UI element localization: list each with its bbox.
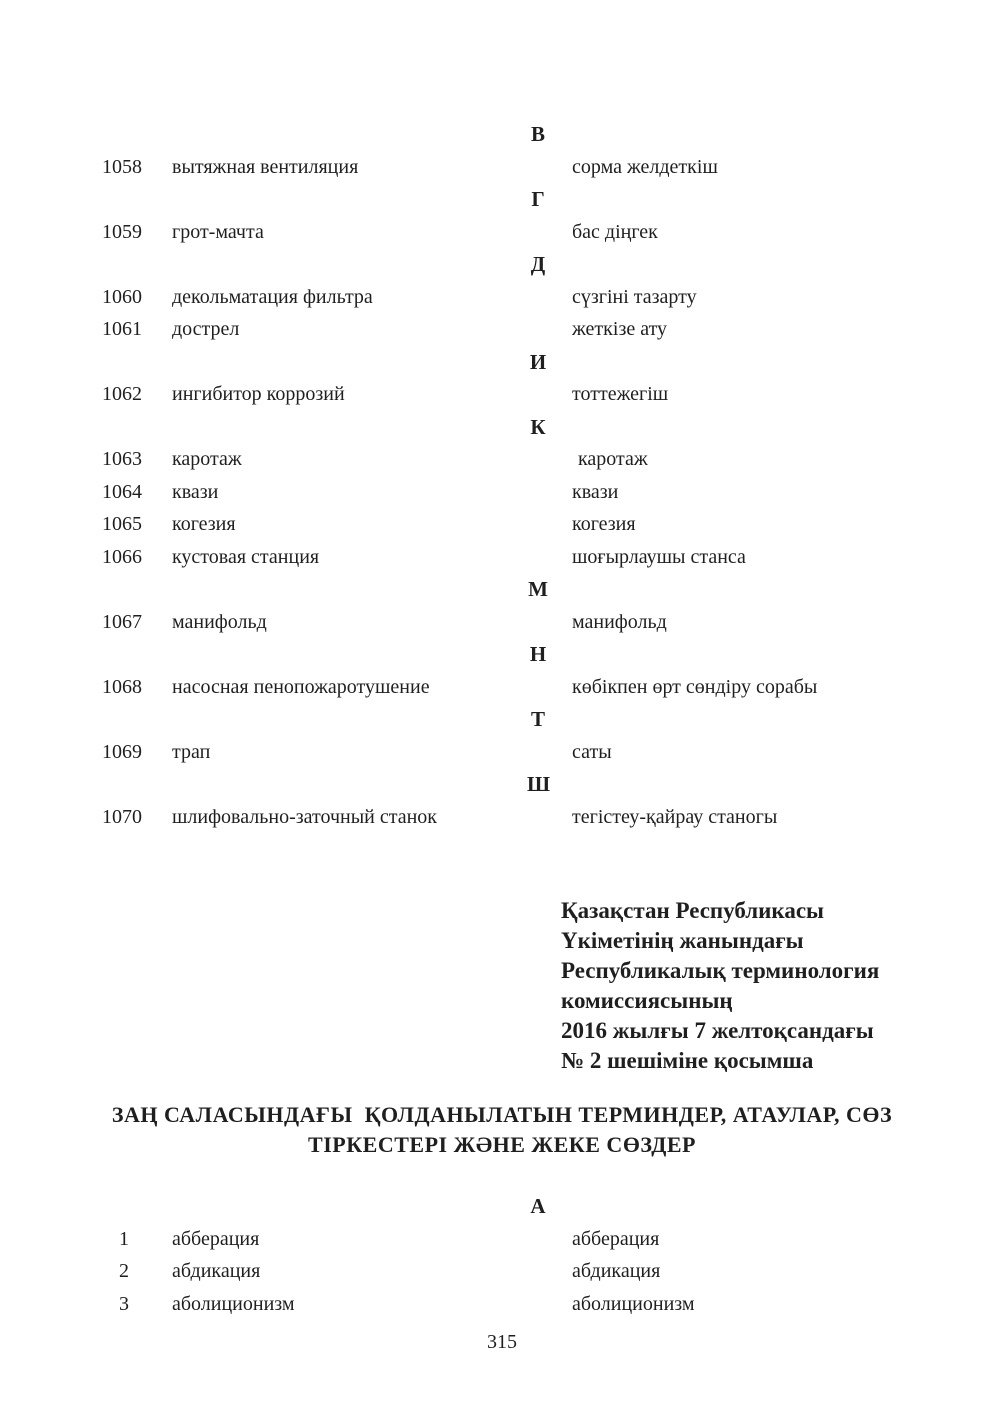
letter-heading: М [528,577,548,601]
term-russian: декольматация фильтра [172,285,373,308]
term-row [0,281,1004,314]
term-kazakh: сорма желдеткіш [572,155,718,178]
term-row [0,606,1004,639]
term-russian: кустовая станция [172,545,320,568]
term-row [0,541,1004,574]
term-number: 1060 [102,285,142,308]
term-kazakh: квази [572,480,619,503]
term-kazakh: аболиционизм [572,1292,695,1315]
term-row [0,671,1004,704]
appendix-line: 2016 жылғы 7 желтоқсандағы [561,1018,874,1043]
term-kazakh: бас діңгек [572,220,658,243]
term-row [0,736,1004,769]
term-row [0,1288,1004,1321]
letter-heading: Т [530,707,545,731]
term-number: 1064 [102,480,142,503]
title-line: ТІРКЕСТЕРІ ЖӘНЕ ЖЕКЕ СӨЗДЕР [308,1132,696,1157]
term-russian: когезия [172,513,236,535]
term-number: 2 [119,1260,129,1282]
appendix-line: Қазақстан Республикасы [561,898,825,923]
term-russian: насосная пенопожаротушение [172,675,430,698]
term-number: 1070 [102,805,142,828]
appendix-note [561,896,879,1076]
letter-heading: И [529,349,547,374]
term-russian: шлифовально-заточный станок [172,805,438,828]
letter-heading: В [530,122,545,146]
term-kazakh: жеткізе ату [572,318,668,340]
term-kazakh: шоғырлаушы станса [572,545,746,568]
term-row [0,443,1004,476]
term-number: 1 [119,1227,129,1250]
title-line: ЗАҢ САЛАСЫНДАҒЫ ҚОЛДАНЫЛАТЫН ТЕРМИНДЕР, АТАУЛАР, СӨЗ [111,1102,893,1127]
letter-heading: К [530,414,546,439]
glossary-section-oil-gas [0,118,1004,833]
term-number: 1067 [102,610,142,633]
term-russian: абдикация [172,1260,261,1282]
term-number: 1058 [102,155,142,178]
term-russian: дострел [172,318,240,340]
letter-heading: Н [529,642,547,666]
page-number: 315 [487,1331,517,1353]
term-number: 3 [119,1292,129,1315]
letter-heading: Д [530,252,546,276]
letter-heading: Ш [527,772,551,796]
term-number: 1065 [102,513,142,535]
term-kazakh: каротаж [578,448,648,470]
term-russian: ингибитор коррозий [172,383,345,405]
term-kazakh: тегістеу-қайрау станогы [572,805,778,828]
term-number: 1069 [102,740,142,763]
term-row [0,1255,1004,1288]
term-row [0,216,1004,249]
term-number: 1061 [102,318,142,340]
term-russian: абберация [172,1227,260,1250]
term-kazakh: манифольд [572,610,667,633]
term-row [0,476,1004,509]
term-row [0,151,1004,184]
letter-heading: А [530,1194,546,1218]
term-russian: трап [172,740,211,763]
term-number: 1059 [102,220,142,243]
term-russian: аболиционизм [172,1292,295,1315]
term-russian: каротаж [172,448,242,470]
appendix-line: Республикалық терминология [561,958,880,983]
glossary-section-law [0,1190,1004,1320]
term-number: 1062 [102,383,142,405]
term-row [0,1223,1004,1256]
term-row [0,801,1004,834]
term-kazakh: когезия [572,513,636,535]
term-row [0,313,1004,346]
term-russian: квази [172,480,219,503]
term-russian: грот-мачта [172,220,264,243]
term-kazakh: сүзгіні тазарту [572,285,697,308]
term-kazakh: саты [572,740,612,763]
term-row [0,378,1004,411]
term-number: 1063 [102,448,142,470]
term-row [0,508,1004,541]
term-kazakh: абберация [572,1227,660,1250]
term-kazakh: тоттежегіш [572,383,669,405]
section-title [60,1100,944,1160]
term-number: 1066 [102,545,142,568]
appendix-line: Үкіметінің жанындағы [561,928,804,953]
appendix-line: комиссиясының [561,988,733,1013]
term-number: 1068 [102,675,142,698]
term-kazakh: абдикация [572,1260,661,1282]
term-kazakh: көбікпен өрт сөндіру сорабы [572,675,818,698]
term-russian: манифольд [172,610,267,633]
letter-heading: Г [531,187,545,211]
term-russian: вытяжная вентиляция [172,155,359,178]
appendix-line: № 2 шешіміне қосымша [561,1048,814,1073]
